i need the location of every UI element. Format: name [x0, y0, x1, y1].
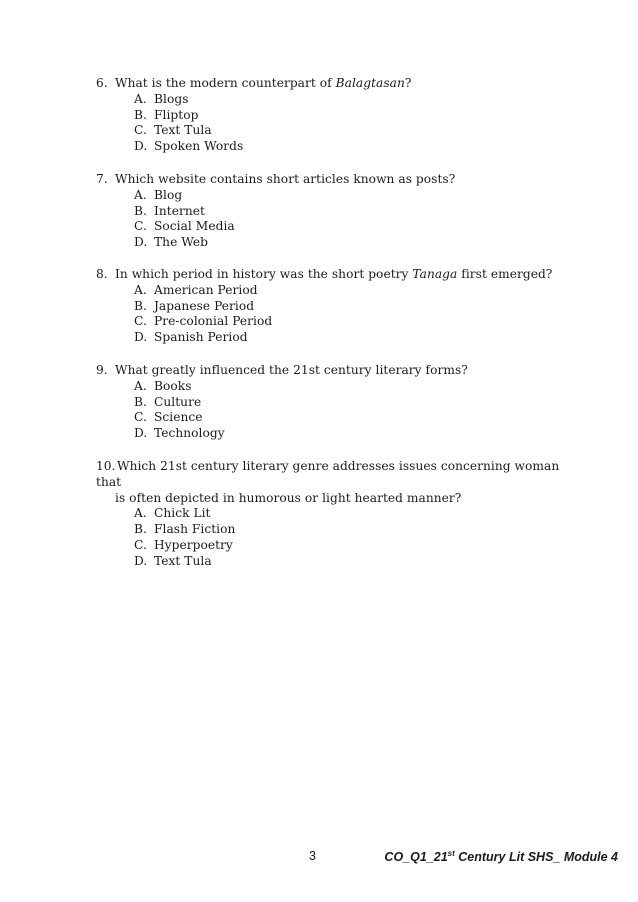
- option-text: Internet: [154, 203, 205, 218]
- option-text: Flash Fiction: [154, 522, 236, 537]
- option-b: [96, 395, 576, 411]
- question-stem: [96, 363, 576, 379]
- stem-text: What is the modern counterpart of: [115, 76, 336, 90]
- option-letter: B.: [134, 394, 147, 409]
- option-text: Technology: [154, 426, 225, 441]
- module-code: [384, 849, 618, 864]
- question-6: [96, 76, 576, 155]
- option-text: Text Tula: [154, 123, 212, 138]
- question-number: 6.: [96, 76, 108, 90]
- option-letter: D.: [134, 235, 148, 250]
- option-text: Japanese Period: [154, 298, 255, 313]
- question-number: 8.: [96, 267, 108, 281]
- option-a: [96, 92, 576, 108]
- options-list: [96, 283, 576, 346]
- question-9: [96, 363, 576, 442]
- stem-text-end: ?: [404, 76, 412, 90]
- option-text: American Period: [154, 282, 258, 297]
- module-code-suffix: Century Lit SHS_ Module 4: [454, 850, 618, 864]
- option-text: Hyperpoetry: [154, 537, 233, 552]
- option-letter: D.: [134, 553, 148, 568]
- option-a: [96, 379, 576, 395]
- option-letter: C.: [134, 123, 147, 138]
- option-b: [96, 299, 576, 315]
- option-text: Chick Lit: [154, 506, 211, 521]
- question-stem: [96, 172, 576, 188]
- option-letter: C.: [134, 314, 147, 329]
- option-letter: A.: [134, 282, 147, 297]
- option-text: Spanish Period: [154, 330, 248, 345]
- page-number: 3: [309, 849, 316, 863]
- page-footer: [0, 849, 638, 869]
- option-a: [96, 188, 576, 204]
- question-stem: [96, 459, 586, 506]
- question-number: 10.: [96, 459, 116, 473]
- option-a: [96, 506, 586, 522]
- option-letter: C.: [134, 537, 147, 552]
- option-c: [96, 538, 586, 554]
- option-c: [96, 314, 576, 330]
- option-letter: B.: [134, 522, 147, 537]
- stem-text: In which period in history was the short poetry: [115, 267, 413, 281]
- option-b: [96, 108, 576, 124]
- option-letter: B.: [134, 203, 147, 218]
- option-text: The Web: [154, 235, 208, 250]
- option-text: Blog: [154, 187, 183, 202]
- option-c: [96, 123, 576, 139]
- option-d: [96, 330, 576, 346]
- option-b: [96, 204, 576, 220]
- module-code-superscript: st: [447, 849, 455, 858]
- question-stem: [96, 267, 576, 283]
- question-8: [96, 267, 576, 346]
- option-d: [96, 235, 576, 251]
- question-10: [96, 459, 586, 570]
- option-letter: A.: [134, 187, 147, 202]
- question-stem: [96, 76, 576, 92]
- option-letter: D.: [134, 330, 148, 345]
- option-text: Blogs: [154, 91, 189, 106]
- option-b: [96, 522, 586, 538]
- option-text: Text Tula: [154, 553, 212, 568]
- stem-text: Which 21st century literary genre addresses issues concerning woman that: [96, 459, 560, 489]
- question-number: 9.: [96, 363, 108, 377]
- stem-text-continued: is often depicted in humorous or light hearted manner?: [115, 490, 462, 505]
- option-d: [96, 426, 576, 442]
- option-text: Fliptop: [154, 107, 199, 122]
- stem-text: What greatly influenced the 21st century literary forms?: [115, 363, 468, 377]
- module-code-prefix: CO_Q1_21: [384, 850, 448, 864]
- stem-italic-term: Balagtasan: [335, 76, 405, 90]
- option-d: [96, 554, 586, 570]
- option-a: [96, 283, 576, 299]
- option-text: Science: [154, 410, 203, 425]
- question-7: [96, 172, 576, 251]
- options-list: [96, 506, 586, 569]
- question-number: 7.: [96, 172, 108, 186]
- option-text: Books: [154, 378, 192, 393]
- option-text: Spoken Words: [154, 139, 244, 154]
- options-list: [96, 92, 576, 155]
- options-list: [96, 379, 576, 442]
- option-letter: C.: [134, 219, 147, 234]
- stem-italic-term: Tanaga: [412, 267, 458, 281]
- option-letter: C.: [134, 410, 147, 425]
- option-letter: D.: [134, 139, 148, 154]
- option-c: [96, 219, 576, 235]
- option-letter: B.: [134, 298, 147, 313]
- option-letter: B.: [134, 107, 147, 122]
- option-letter: A.: [134, 91, 147, 106]
- option-text: Culture: [154, 394, 202, 409]
- option-letter: A.: [134, 378, 147, 393]
- option-c: [96, 410, 576, 426]
- option-text: Pre-colonial Period: [154, 314, 273, 329]
- option-letter: A.: [134, 506, 147, 521]
- options-list: [96, 188, 576, 251]
- option-text: Social Media: [154, 219, 235, 234]
- stem-text-end: first emerged?: [457, 267, 553, 281]
- option-letter: D.: [134, 426, 148, 441]
- stem-text: Which website contains short articles known as posts?: [115, 172, 456, 186]
- option-d: [96, 139, 576, 155]
